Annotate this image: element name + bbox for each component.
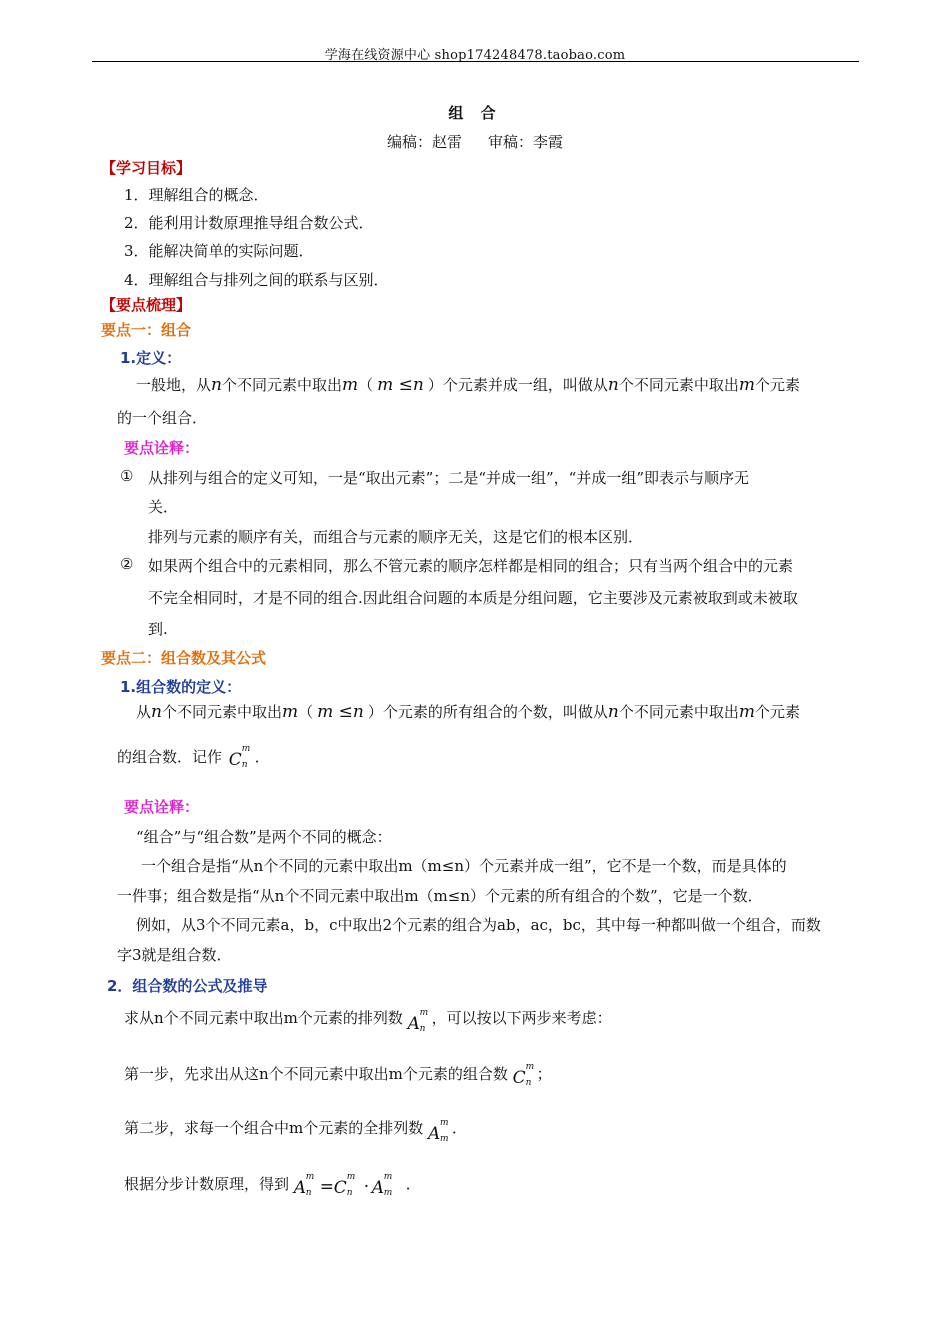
goal-item: 4．理解组合与排列之间的联系与区别． — [124, 271, 389, 289]
definition-line-1: 一般地，从n个不同元素中取出m（ m ≤n ）个元素并成一组，叫做从n个不同元素中取出m个元素 — [136, 375, 800, 395]
var-m: m — [341, 375, 359, 395]
reviewer-credit: 审稿：李霞 — [488, 133, 564, 151]
doc-credits — [0, 131, 950, 152]
var-n: n — [607, 375, 619, 395]
point2-subheading-2: 2．组合数的公式及推导 — [107, 977, 268, 995]
goals-heading: 【学习目标】 — [101, 159, 192, 177]
goal-item: 3．能解决简单的实际问题． — [124, 242, 314, 260]
var-m: m — [738, 375, 755, 395]
combination-number-def-line-1: 从n个不同元素中取出m（ m ≤n ）个元素的所有组合的个数，叫做从n个不同元素中取出m个元素 — [136, 702, 800, 722]
formula-line: 根据分步计数原理，得到 A m n = C m n · A m m ． — [124, 1172, 421, 1198]
combination-symbol: C m n — [512, 1062, 535, 1088]
var-n: n — [607, 702, 619, 722]
concept-text: “组合”与“组合数”是两个不同的概念： — [136, 828, 392, 846]
full-permutation-symbol: A m m — [428, 1118, 449, 1144]
page-header: 学海在线资源中心 shop174248478.taobao.com — [324, 48, 626, 63]
point1-heading: 要点一：组合 — [101, 321, 192, 339]
formula-line: 第二步，求每一个组合中m个元素的全排列数 A m m ． — [124, 1114, 467, 1144]
note-text: 到. — [148, 620, 168, 638]
var-n: n — [211, 375, 222, 395]
inequality: m ≤n — [377, 375, 424, 395]
note-heading: 要点诠释： — [124, 439, 200, 457]
note-text: 从排列与组合的定义可知，一是“取出元素”；二是“并成一组”，“并成一组”即表示与顺序无 — [148, 469, 750, 487]
formula-line: 第一步，先求出从这n个不同元素中取出m个元素的组合数 C m n ； — [124, 1062, 552, 1088]
concept-text: 一个组合是指“从n个不同的元素中取出m（m≤n）个元素并成一组”，它不是一个数，而是具体的 — [141, 857, 787, 875]
goal-item: 1．理解组合的概念． — [124, 186, 269, 204]
var-m: m — [738, 702, 755, 722]
concept-text: 一件事；组合数是指“从n个不同元素中取出m（m≤n）个元素的所有组合的个数”，它是一个数． — [117, 887, 763, 905]
editor-credit: 编稿：赵雷 — [386, 133, 462, 151]
combination-number-def-line-2: 的组合数．记作 C m n ． — [117, 744, 270, 770]
formula-line: 求从n个不同元素中取出m个元素的排列数 A m n ，可以按以下两步来考虑： — [124, 1004, 612, 1034]
note-text: 关． — [148, 498, 179, 516]
point2-subheading: 1.组合数的定义： — [120, 678, 242, 696]
note-heading: 要点诠释： — [124, 798, 200, 816]
definition-line-2: 的一个组合． — [117, 409, 208, 427]
concept-text: 字3就是组合数． — [117, 946, 232, 964]
formula-equation: A m n = C m n · A m m — [293, 1172, 393, 1198]
note-text: 不完全相同时，才是不同的组合.因此组合问题的本质是分组问题，它主要涉及元素被取到或未被取 — [148, 589, 798, 607]
var-m: m — [281, 702, 299, 722]
note-text: 排列与元素的顺序有关，而组合与元素的顺序无关，这是它们的根本区别． — [148, 528, 644, 546]
doc-title: 组 合 — [448, 104, 502, 122]
note-text: 如果两个组合中的元素相同，那么不管元素的顺序怎样都是相同的组合；只有当两个组合中的元素 — [148, 557, 794, 575]
goal-item: 2．能利用计数原理推导组合数公式． — [124, 214, 374, 232]
note-marker: ① — [120, 467, 134, 485]
note-marker: ② — [120, 555, 134, 573]
point2-heading: 要点二：组合数及其公式 — [101, 649, 267, 667]
header-divider — [92, 61, 859, 62]
points-heading: 【要点梳理】 — [101, 296, 192, 314]
combination-symbol: C m n — [228, 744, 251, 770]
var-n: n — [151, 702, 162, 722]
point1-subheading: 1.定义： — [120, 349, 182, 367]
permutation-symbol: A m n — [407, 1008, 429, 1034]
inequality: m ≤n — [317, 702, 364, 722]
concept-text: 例如，从3个不同元素a，b，c中取出2个元素的组合为ab，ac，bc，其中每一种都叫做一个组合，而数 — [136, 916, 821, 934]
